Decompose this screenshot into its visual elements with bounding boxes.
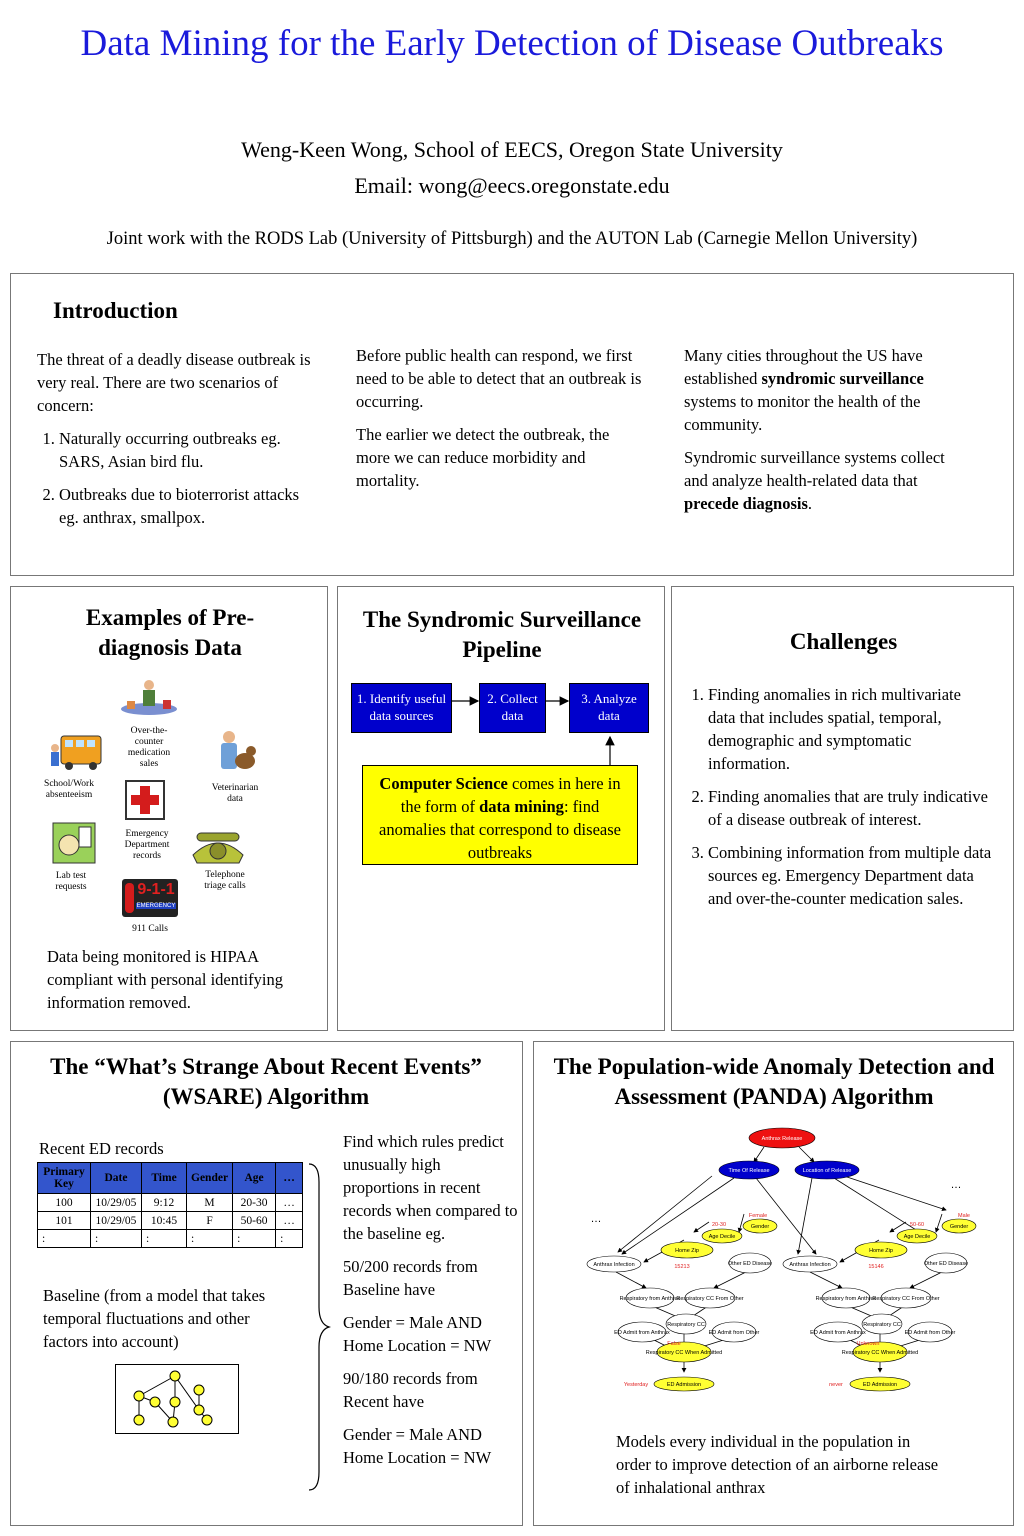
lab-test-icon [51, 821, 97, 865]
challenges-list-wrap [686, 683, 992, 920]
value-never: never [829, 1382, 843, 1388]
red-cross-icon [125, 780, 165, 820]
wsare-panel [10, 1041, 523, 1526]
bayes-network-diagram [115, 1364, 239, 1434]
nine-one-one-icon [122, 879, 178, 917]
table-row: : : : : : : [38, 1230, 303, 1248]
otc-medication-icon [119, 677, 179, 717]
wsare-rule-para: Find which rules predict unusually high proportions in recent records when compared to the baseline eg. [343, 1132, 518, 1243]
node-other-ed-r: Other ED Disease [923, 1261, 969, 1267]
value-male: Male [958, 1213, 970, 1219]
wsare-rules-text [343, 1130, 519, 1479]
examples-panel [10, 586, 328, 1031]
node-resp-cc-l: Respiratory CC [667, 1322, 705, 1328]
node-ed-admission-l: ED Admission [666, 1382, 702, 1388]
panda-caption: Models every individual in the population in order to improve detection of an airborne release of inhalational anthrax [616, 1432, 939, 1497]
intro-col2-p2: The earlier we detect the outbreak, the more we can reduce morbidity and mortality. [356, 425, 610, 490]
intro-scenario-list [37, 427, 322, 529]
panda-panel [533, 1041, 1014, 1526]
table-row: 101 10/29/05 10:45 F 50-60 … [38, 1212, 303, 1230]
node-ed-anthrax-l: ED Admit from Anthrax [614, 1330, 670, 1336]
col-age: Age [233, 1163, 276, 1194]
challenges-title: Challenges [789, 629, 898, 654]
intro-col1 [37, 348, 322, 539]
col-more: … [276, 1163, 303, 1194]
challenge-item: 3. Combining information from multiple data sources eg. Emergency Department data and over-the-counter medication sales. [708, 841, 992, 910]
node-ed-other-r: ED Admit from Other [904, 1330, 956, 1336]
badge-911-text: 9-1-1 [137, 881, 175, 898]
challenges-list [686, 683, 992, 910]
panda-title: The Population-wide Anomaly Detection and Assessment (PANDA) Algorithm [553, 1054, 995, 1109]
node-ellipsis-left: … [590, 1213, 602, 1225]
intro-col1-lead: The threat of a deadly disease outbreak is very real. There are two scenarios of concern: [37, 350, 311, 415]
wsare-table-caption: Recent ED records [39, 1139, 164, 1158]
node-age-r: Age Decile [903, 1234, 931, 1240]
node-resp-other-r: Respiratory CC From Other [872, 1296, 940, 1302]
er-label: Emergency Department records [124, 829, 170, 861]
col-date: Date [91, 1163, 142, 1194]
node-resp-cc-r: Respiratory CC [863, 1322, 901, 1328]
challenges-panel [671, 586, 1014, 1031]
table-header-row [38, 1163, 303, 1194]
wsare-rule-para: Gender = Male AND Home Location = NW [343, 1425, 492, 1467]
lab-label: Lab test requests [55, 871, 87, 892]
value-zip-l: 15213 [674, 1264, 690, 1270]
poster-title: Data Mining for the Early Detection of Disease Outbreaks [80, 23, 944, 64]
node-ellipsis-right: … [950, 1179, 962, 1191]
pipeline-title: The Syndromic Surveillance Pipeline [362, 607, 642, 662]
vet-label: Veterinarian data [211, 783, 259, 804]
otc-label: Over-the-counter medication sales [127, 726, 171, 769]
author-line: Weng-Keen Wong, School of EECS, Oregon State University [241, 137, 783, 162]
wsare-rule-para: 50/200 records from Baseline have [343, 1257, 478, 1299]
school-bus-icon [47, 732, 105, 774]
badge-emergency-text: EMERGENCY [136, 903, 176, 909]
node-ed-anthrax-r: ED Admit from Anthrax [810, 1330, 866, 1336]
intro-scenario-item: 2. Outbreaks due to bioterrorist attacks eg. anthrax, smallpox. [59, 483, 322, 529]
joint-work-line: Joint work with the RODS Lab (University of Pittsburgh) and the AUTON Lab (Carnegie Mellon University) [106, 229, 918, 249]
value-age-r: 50-60 [909, 1222, 925, 1228]
pipeline-step-identify: 1. Identify useful data sources [351, 683, 452, 733]
hipaa-note: Data being monitored is HIPAA compliant with personal identifying information removed. [47, 947, 283, 1012]
intro-col2-p1: Before public health can respond, we first need to be able to detect that an outbreak is occurring. [356, 346, 642, 411]
pipeline-step-collect: 2. Collect data [479, 683, 546, 733]
node-resp-other-l: Respiratory CC From Other [676, 1296, 744, 1302]
col-time: Time [142, 1163, 187, 1194]
node-anthrax-l: Anthrax Infection [593, 1262, 635, 1268]
phone-handset-icon [125, 883, 134, 913]
wsare-rule-para: Gender = Male AND Home Location = NW [343, 1313, 492, 1355]
challenge-item: 2. Finding anomalies that are truly indicative of a disease outbreak of interest. [708, 785, 992, 831]
phone-label: Telephone triage calls [204, 870, 246, 891]
pipeline-panel [337, 586, 665, 1031]
brace-icon [307, 1162, 331, 1492]
value-yesterday: Yesterday [623, 1382, 649, 1388]
ed-records-table [37, 1162, 303, 1248]
wsare-rule-para: 90/180 records from Recent have [343, 1369, 478, 1411]
email-line: Email: wong@eecs.oregonstate.edu [354, 173, 670, 198]
intro-scenario-item: 1. Naturally occurring outbreaks eg. SARS, Asian bird flu. [59, 427, 322, 473]
computer-science-box: Computer Science comes in here in the form of data mining: find anomalies that correspond to disease outbreaks [362, 765, 638, 865]
node-age-l: Age Decile [708, 1234, 736, 1240]
wsare-title: The “What’s Strange About Recent Events” (WSARE) Algorithm [50, 1054, 482, 1109]
node-resp-anthrax-l: Respiratory from Anthrax [619, 1296, 681, 1302]
node-release: Anthrax Release [761, 1136, 803, 1142]
examples-title: Examples of Pre-diagnosis Data [85, 605, 255, 660]
node-time: Time Of Release [728, 1168, 770, 1174]
node-other-ed-l: Other ED Disease [727, 1261, 773, 1267]
node-ed-admission-r: ED Admission [862, 1382, 898, 1388]
intro-panel [10, 273, 1014, 576]
node-ed-other-l: ED Admit from Other [708, 1330, 760, 1336]
telephone-icon [189, 827, 247, 867]
value-female: Female [748, 1213, 768, 1219]
intro-col3-p1: Many cities throughout the US have established syndromic surveillance systems to monitor the health of the community. [684, 346, 924, 434]
node-zip-l: Home Zip [675, 1248, 699, 1254]
node-location: Location of Release [802, 1168, 852, 1174]
intro-title: Introduction [53, 298, 178, 323]
node-anthrax-r: Anthrax Infection [789, 1262, 831, 1268]
pipeline-step-analyze: 3. Analyze data [569, 683, 649, 733]
panda-network-diagram [534, 1122, 1015, 1392]
intro-col3 [684, 344, 969, 525]
value-unknown: Unknown [856, 1341, 880, 1347]
col-primary-key: Primary Key [38, 1163, 91, 1194]
911-label: 911 Calls [132, 924, 168, 934]
veterinarian-icon [209, 729, 259, 775]
node-resp-anthrax-r: Respiratory from Anthrax [815, 1296, 877, 1302]
school-label: School/Work absenteeism [44, 779, 94, 800]
intro-col2 [356, 344, 646, 502]
challenge-item: 1. Finding anomalies in rich multivariate data that includes spatial, temporal, demographic and symptomatic information. [708, 683, 992, 775]
value-zip-r: 15146 [868, 1264, 884, 1270]
intro-col3-p2: Syndromic surveillance systems collect and analyze health-related data that precede diagnosis. [684, 448, 945, 513]
value-false: False [667, 1341, 681, 1347]
node-gender-r: Gender [949, 1224, 969, 1230]
node-resp-admitted-l: Respiratory CC When Admitted [645, 1350, 723, 1356]
value-age-l: 20-30 [711, 1222, 727, 1228]
table-row: 100 10/29/05 9:12 M 20-30 … [38, 1194, 303, 1212]
node-resp-admitted-r: Respiratory CC When Admitted [841, 1350, 919, 1356]
baseline-text: Baseline (from a model that takes temporal fluctuations and other factors into account) [43, 1286, 266, 1351]
node-zip-r: Home Zip [869, 1248, 893, 1254]
col-gender: Gender [187, 1163, 233, 1194]
node-gender-l: Gender [750, 1224, 770, 1230]
